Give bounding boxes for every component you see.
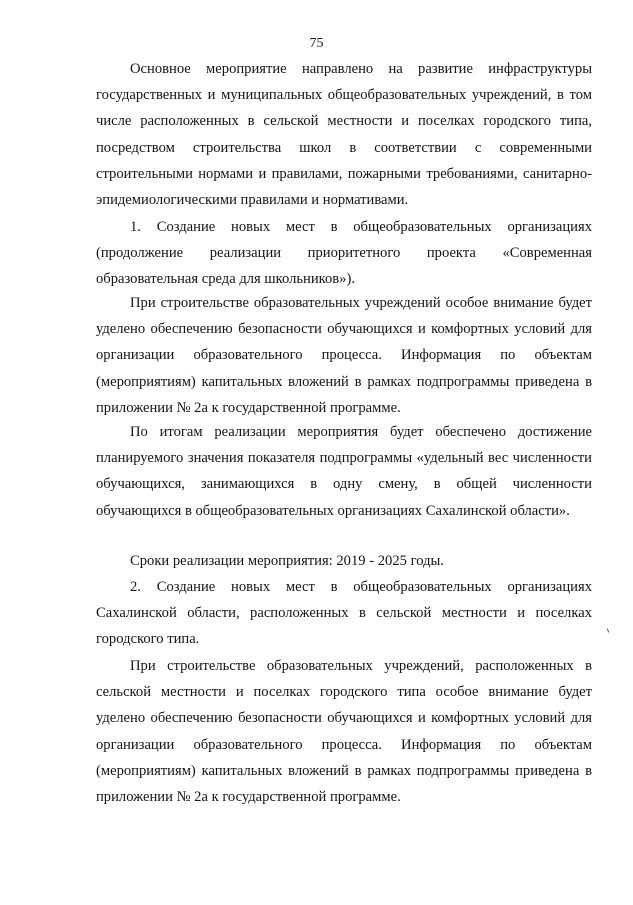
paragraph-item-2-heading: 2. Создание новых мест в общеобразовательных организациях Сахалинской области, расположенных в сельской местности и поселках городского типа. xyxy=(96,579,592,648)
scan-artifact-mark xyxy=(607,628,609,632)
paragraph-construction-safety: При строительстве образовательных учреждений особое внимание будет уделено обеспечению безопасности обучающихся и комфортных условий для организации образовательного процесса. Информация по объектам (мероприятиям) капитальных вложений в рамках подпрограммы приведена в приложении № 2а к государственной программе. xyxy=(96,295,592,416)
page-number: 75 xyxy=(309,36,324,51)
paragraph-item-1-heading: 1. Создание новых мест в общеобразовательных организациях (продолжение реализации приоритетного проекта «Современная образовательная среда для школьников»). xyxy=(96,219,592,288)
paragraph-infrastructure: Основное мероприятие направлено на развитие инфраструктуры государственных и муниципальных общеобразовательных учреждений, в том числе расположенных в сельской местности и поселках городского типа, посредством строительства школ в соответствии с современными строительными нормами и правилами, пожарными требованиями, санитарно-эпидемиологическими правилами и нормативами. xyxy=(96,61,592,209)
paragraph-rural-construction: При строительстве образовательных учреждений, расположенных в сельской местности и поселках городского типа особое внимание будет уделено обеспечению безопасности обучающихся и комфортных условий для организации образовательного процесса. Информация по объектам (мероприятиям) капитальных вложений в рамках подпрограммы приведена в приложении № 2а к государственной программе. xyxy=(96,658,592,806)
paragraph-timeline: Сроки реализации мероприятия: 2019 - 2025 годы. xyxy=(130,553,444,569)
paragraph-results: По итогам реализации мероприятия будет обеспечено достижение планируемого значения показателя подпрограммы «удельный вес численности обучающихся, занимающихся в одну смену, в общей численности обучающихся в общеобразовательных организациях Сахалинской области». xyxy=(96,424,592,519)
